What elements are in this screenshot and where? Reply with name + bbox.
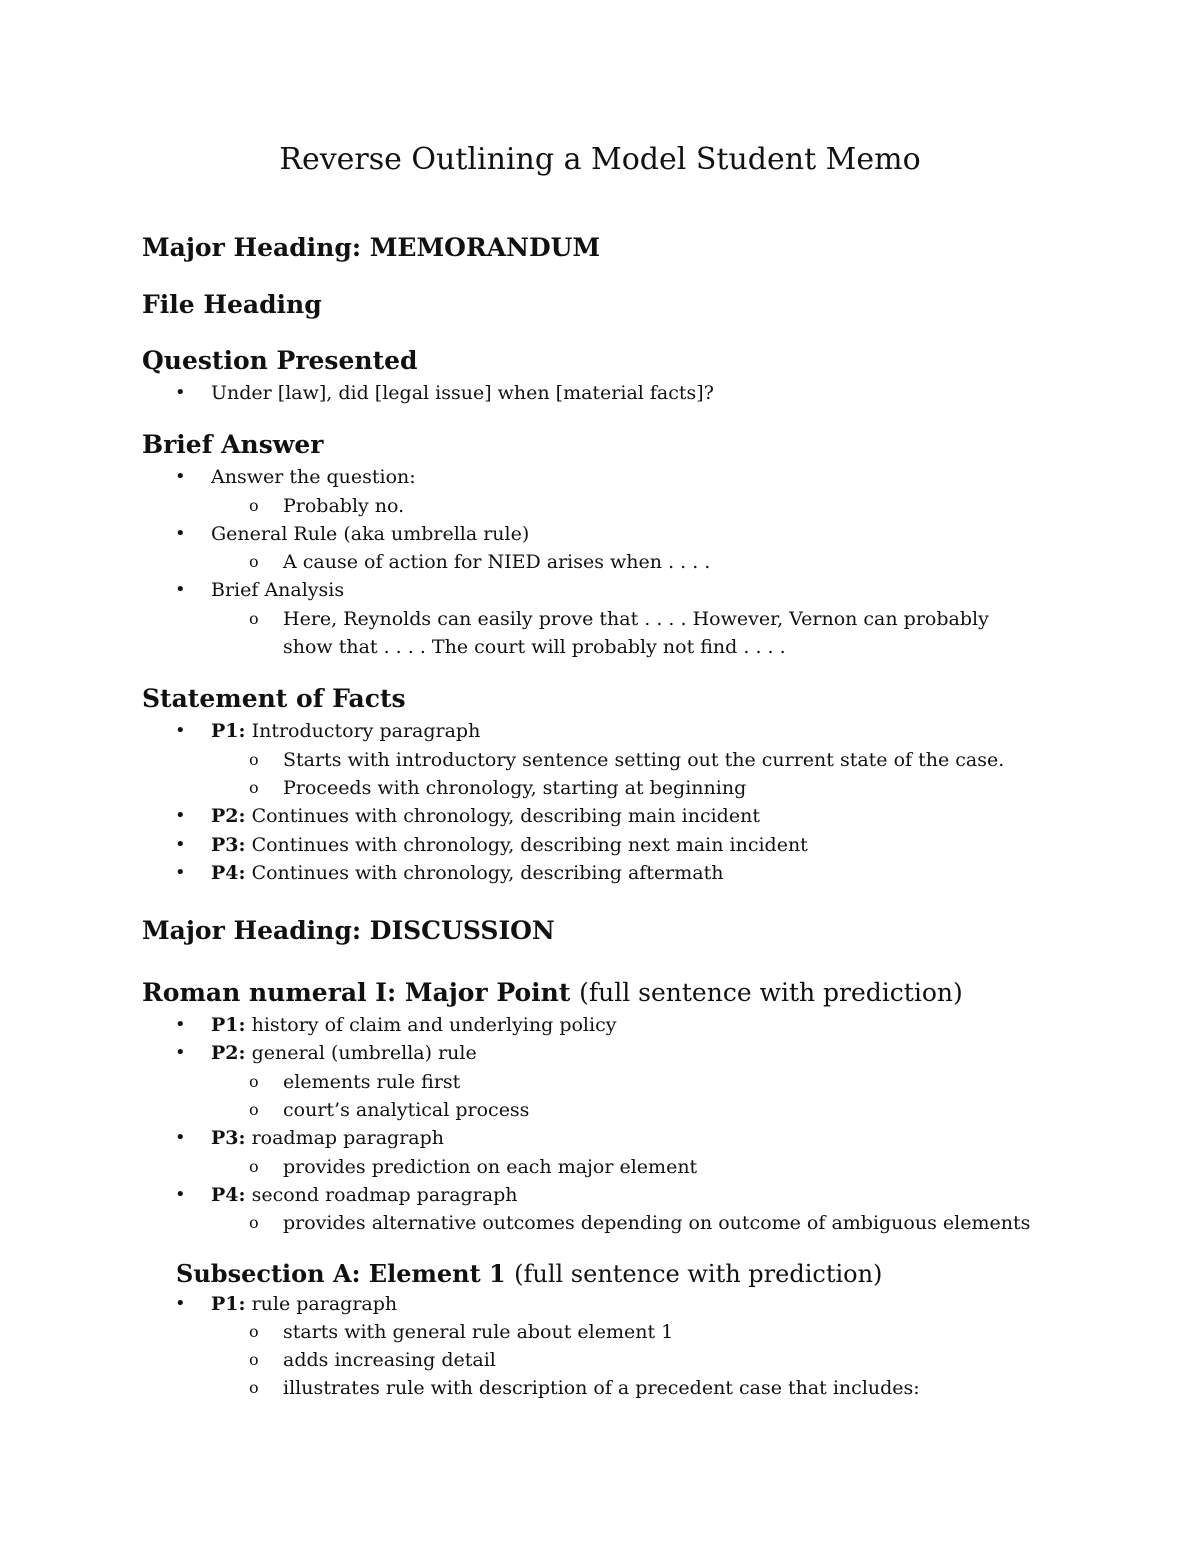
sub-list-item-text: Starts with introductory sentence setting out the current state of the case. [283, 748, 1005, 771]
sub-list-item-text: provides alternative outcomes depending on outcome of ambiguous elements [283, 1212, 1031, 1235]
list-item [142, 1290, 1152, 1403]
sub-list-item [142, 1096, 1152, 1124]
list-item [142, 1181, 1152, 1238]
list-item [142, 379, 1152, 407]
brief-answer-list [142, 463, 1152, 661]
sub-list-item [142, 492, 1152, 520]
sub-list-item [142, 1068, 1152, 1096]
list-item-text: roadmap paragraph [251, 1127, 445, 1150]
sub-list-item [142, 1209, 1152, 1237]
sub-bullet-icon: o [249, 1156, 259, 1176]
sub-bullet-icon: o [249, 1321, 259, 1341]
list-item [142, 463, 1152, 520]
sub-list-item [142, 1346, 1152, 1374]
subsection-a-heading-plain: (full sentence with prediction) [514, 1259, 883, 1288]
roman-numeral-one-list [142, 1011, 1152, 1237]
bullet-icon: • [175, 522, 186, 544]
subsection-a-list [142, 1290, 1152, 1403]
sub-list-item-text: Probably no. [283, 494, 405, 517]
sub-bullet-icon: o [249, 749, 259, 769]
major-heading-discussion: Major Heading: DISCUSSION [142, 916, 555, 946]
sub-list-item [142, 1318, 1152, 1346]
sub-bullet-icon: o [249, 1071, 259, 1091]
list-item-text: history of claim and underlying policy [251, 1014, 617, 1037]
paragraph-label: P3: [211, 1127, 246, 1150]
list-item-text: General Rule (aka umbrella rule) [211, 522, 530, 545]
sub-list [142, 1068, 1152, 1125]
roman-numeral-one-heading [142, 975, 1152, 1011]
sub-list-item-text: court’s analytical process [283, 1099, 530, 1122]
list-item [142, 520, 1152, 577]
bullet-icon: • [175, 861, 186, 883]
bullet-icon: • [175, 833, 186, 855]
brief-answer-heading: Brief Answer [142, 430, 324, 460]
sub-bullet-icon: o [249, 608, 259, 628]
sub-bullet-icon: o [249, 1213, 259, 1233]
paragraph-label: P3: [211, 833, 246, 856]
sub-list-item-text: provides prediction on each major element [283, 1155, 698, 1178]
brief-answer-section [142, 427, 1152, 661]
list-item [142, 802, 1152, 830]
sub-bullet-icon: o [249, 1350, 259, 1370]
sub-list [142, 492, 1152, 520]
sub-list-item-text: A cause of action for NIED arises when . . . . [283, 551, 711, 574]
memo-outline [142, 230, 1152, 1403]
major-heading-memorandum: Major Heading: MEMORANDUM [142, 233, 601, 262]
paragraph-label: P1: [211, 1292, 246, 1315]
sub-list-item [142, 548, 1152, 576]
sub-bullet-icon: o [249, 495, 259, 515]
sub-list-item-text: starts with general rule about element 1 [283, 1320, 674, 1343]
list-item-text: Continues with chronology, describing main incident [251, 805, 760, 828]
list-item-text: Continues with chronology, describing aftermath [251, 861, 724, 884]
question-presented-heading: Question Presented [142, 346, 418, 375]
list-item [142, 1124, 1152, 1181]
list-item [142, 859, 1152, 887]
bullet-icon: • [175, 1127, 186, 1149]
sub-list-item-text: Here, Reynolds can easily prove that . . . . However, Vernon can probably show that . . . . The court will probably not find . . . . [283, 607, 989, 659]
sub-list-item-text: illustrates rule with description of a precedent case that includes: [283, 1377, 920, 1400]
list-item-text: Continues with chronology, describing next main incident [251, 833, 808, 856]
subsection-a-heading-bold: Subsection A: Element 1 [176, 1258, 506, 1288]
list-item [142, 1039, 1152, 1124]
file-heading: File Heading [142, 290, 322, 319]
statement-of-facts-list [142, 717, 1152, 887]
list-item [142, 717, 1152, 802]
list-item [142, 831, 1152, 859]
list-item-text: Under [law], did [legal issue] when [material facts]? [211, 382, 714, 404]
sub-list-item-text: Proceeds with chronology, starting at beginning [283, 776, 747, 799]
sub-bullet-icon: o [249, 777, 259, 797]
list-item [142, 1011, 1152, 1039]
sub-list-item-text: adds increasing detail [283, 1349, 496, 1372]
sub-bullet-icon: o [249, 1100, 259, 1120]
sub-list [142, 1209, 1152, 1237]
sub-list-item [142, 774, 1152, 802]
paragraph-label: P2: [211, 805, 246, 828]
bullet-icon: • [175, 1042, 186, 1064]
paragraph-label: P2: [211, 1042, 246, 1065]
question-presented-section [142, 343, 1152, 407]
statement-of-facts-section [142, 681, 1152, 887]
question-presented-list [142, 379, 1152, 407]
list-item-text: general (umbrella) rule [251, 1042, 477, 1065]
sub-list-item [142, 605, 1013, 662]
bullet-icon: • [175, 720, 186, 742]
sub-list [142, 746, 1152, 803]
subsection-a-heading [176, 1258, 1152, 1290]
sub-bullet-icon: o [249, 1378, 259, 1398]
document-title: Reverse Outlining a Model Student Memo [279, 142, 921, 177]
bullet-icon: • [175, 382, 186, 403]
sub-list-item [142, 1153, 1152, 1181]
sub-list [142, 1318, 1152, 1403]
roman-numeral-one-section [142, 975, 1152, 1237]
sub-bullet-icon: o [249, 552, 259, 572]
list-item-text: rule paragraph [251, 1292, 398, 1315]
sub-list [142, 605, 1152, 662]
bullet-icon: • [175, 1183, 186, 1205]
bullet-icon: • [175, 466, 186, 488]
paragraph-label: P1: [211, 1014, 246, 1037]
sub-list [142, 1153, 1152, 1181]
sub-list [142, 548, 1152, 576]
list-item-text: Brief Analysis [211, 579, 345, 602]
list-item [142, 576, 1152, 661]
roman-numeral-one-heading-bold: Roman numeral I: Major Point [142, 978, 571, 1008]
roman-numeral-one-heading-plain: (full sentence with prediction) [579, 978, 963, 1008]
bullet-icon: • [175, 1292, 186, 1314]
bullet-icon: • [175, 579, 186, 601]
sub-list-item-text: elements rule first [283, 1070, 461, 1093]
paragraph-label: P1: [211, 720, 246, 743]
statement-of-facts-heading: Statement of Facts [142, 684, 406, 714]
list-item-text: second roadmap paragraph [251, 1183, 518, 1206]
sub-list-item [142, 1374, 1152, 1402]
bullet-icon: • [175, 805, 186, 827]
paragraph-label: P4: [211, 861, 246, 884]
list-item-text: Introductory paragraph [251, 720, 481, 743]
sub-list-item [142, 746, 1152, 774]
subsection-a-section [142, 1258, 1152, 1403]
bullet-icon: • [175, 1014, 186, 1036]
list-item-text: Answer the question: [211, 466, 416, 489]
paragraph-label: P4: [211, 1183, 246, 1206]
